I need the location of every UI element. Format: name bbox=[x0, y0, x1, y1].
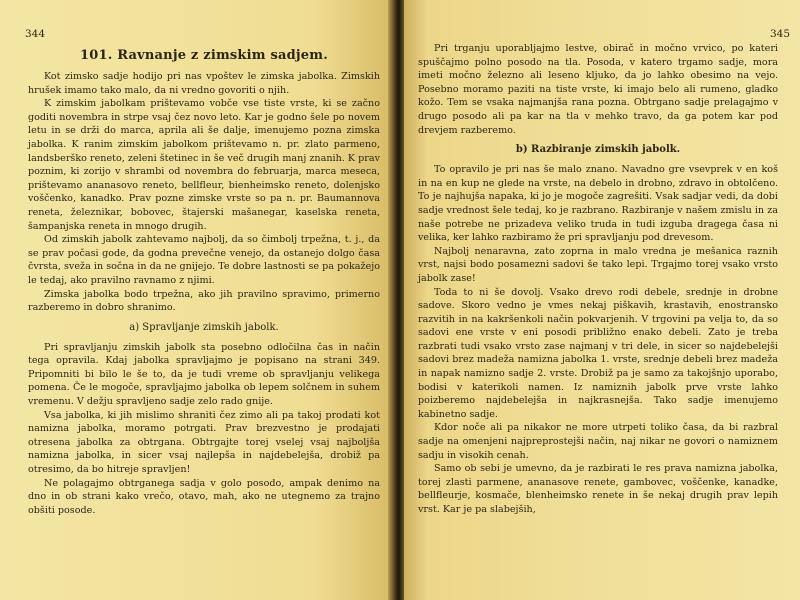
paragraph: Pri spravljanju zimskih jabolk sta posebno odločilna čas in način tega opravila. Kdaj jabolka spravljajmo je popisano na strani 349. Pripomniti bi bilo le še to, da je tudi vreme ob spravljanju velikega pomena. Če le mogoče, spravljajmo jabolka ob lepem solčnem in suhem vremenu. V dežju spravljeno sadje zelo rado gnije. bbox=[28, 341, 380, 408]
right-page bbox=[404, 0, 800, 600]
paragraph: Vsa jabolka, ki jih mislimo shraniti čez zimo ali pa takoj prodati kot namizna jabolka, moramo potrgati. Prav brezvestno je prodajati otresena jabolka za obtrgana. Obtrgajte torej vselej vsaj najboljša namizna jabolka, in sicer vsaj najlepša in najdebelejša, drobiž pa otresimo, da bo hitreje spravljen! bbox=[28, 409, 380, 476]
paragraph: Pri trganju uporabljajmo lestve, obirač in močno vrvico, po kateri spuščajmo polno posodo na tla. Posoda, v katero trgamo sadje, mora imeti močno železno ali leseno kljuko, da jo lahko obesimo na vejo. Posebno moramo paziti na tiste vrste, ki imajo belo ali rumeno, gladko kožo. Tem se vsaka najmanjša rana pozna. Obtrgano sadje prelagajmo v drugo posodo ali pa kar na tla v mehko travo, da ga potem kar pod drevjem razberemo. bbox=[418, 43, 778, 136]
paragraph: Kot zimsko sadje hodijo pri nas vpoštev le zimska jabolka. Zimskih hrušek imamo tako malo, da ni vredno govoriti o njih. bbox=[28, 71, 380, 96]
left-page bbox=[0, 0, 392, 600]
paragraph: To opravilo je pri nas še malo znano. Navadno gre vsevprek v en koš in na en kup ne glede na vrste, na debelo in drobno, zdravo in obtolčeno. To je najhujša napaka, ki jo je mogoče zagrešiti. Vsak sadjar vedi, da dobi sadje vrednost šele tedaj, ko je razbrano. Razbiranje v našem zmislu in za naše potrebe ne prizadeva veliko truda in tudi izguba dragega časa ni velika, ker lahko razbiramo že pri spravljanju pod drevesom. bbox=[418, 164, 778, 244]
chapter-title: 101. Ravnanje z zimskim sadjem. bbox=[80, 48, 328, 63]
paragraph: K zimskim jabolkam prištevamo vobče vse tiste vrste, ki se začno goditi novembra in strpe vsaj čez novo leto. Kar je godno šele po novem letu in se drži do marca, aprila ali še dalje, imenujemo pozna zimska jabolka. K ranim zimskim jabolkom prištevamo n. pr. zlato parmeno, landsberško reneto, zeleni štetinec in še več drugih manj znanih. K prav poznim, ki zorijo v shrambi od novembra do februarja, marca meseca, prištevamo ananasovo reneto, bellfleur, bienheimsko reneto, dolenjsko voščenko, kanadko. Prav pozne zimske vrste so pa n. pr. Baumannova reneta, železnikar, bobovec, štajerski mašanegar, kaselska reneta, šampanjska reneta in mnogo drugih. bbox=[28, 98, 380, 232]
left-page-text bbox=[28, 48, 380, 517]
paragraph: Od zimskih jabolk zahtevamo najbolj, da so čimbolj trpežna, t. j., da se prav počasi gode, da godna prevečne venejo, da ostanejo dolgo časa čvrsta, sveža in sočna in da ne gnijejo. Te dobre lastnosti se pa pokažejo le tedaj, ako pravilno ravnamo z njimi. bbox=[28, 234, 380, 286]
paragraph: Toda to ni še dovolj. Vsako drevo rodi debele, srednje in drobne sadove. Skoro vedno je vmes nekaj piškavih, krastavih, enostransko razvitih in na kakršenkoli način pokvarjenih. V trgovini pa velja to, da so sadovi ene vrste v eni posodi približno enako debeli. Zato je treba razbrati tudi vsako vrsto zase najmanj v tri dele, in sicer so najdebelejši sadovi brez madeža namizna jabolka 1. vrste, srednje debeli brez madeža in napak namizno sadje 2. vrste. Drobiž pa je samo za takojšnjo uporabo, bodisi v katerikoli namen. Iz namiznih jabolk prve vrste lahko poizberemo najdebelejša in najkrasnejša. Tako sadje imenujemo kabinetno sadje. bbox=[418, 286, 778, 420]
paragraph: Kdor noče ali pa nikakor ne more utrpeti toliko časa, da bi razbral sadje na omenjeni najpreprostejši način, naj nikar ne govori o namiznem sadju in visokih cenah. bbox=[418, 422, 778, 461]
paragraph: Najbolj nenaravna, zato zoprna in malo vredna je mešanica raznih vrst, najsi bodo posamezni sadovi še tako lepi. Trgajmo torej vsako vrsto jabolk zase! bbox=[418, 245, 778, 284]
section-heading-b: b) Razbiranje zimskih jabolk. bbox=[515, 144, 681, 156]
right-page-text bbox=[418, 42, 778, 517]
left-page-number: 344 bbox=[25, 28, 46, 40]
right-page-number: 345 bbox=[769, 28, 790, 40]
section-heading-a: a) Spravljanje zimskih jabolk. bbox=[129, 321, 279, 333]
paragraph: Samo ob sebi je umevno, da je razbirati le res prava namizna jabolka, torej zlasti parmene, ananasove renete, gambovec, voščenke, kanadke, bellfleurje, kosmače, blenheimsko renete in še nekaj drugih prav lepih vrst. Kar je pa slabejših, bbox=[418, 463, 778, 515]
paragraph: Ne polagajmo obtrganega sadja v golo posodo, ampak denimo na dno in ob strani kako vrečo, otavo, mah, ako ne utegnemo za trajno obšiti posode. bbox=[28, 477, 380, 516]
paragraph: Zimska jabolka bodo trpežna, ako jih pravilno spravimo, primerno razberemo in dobro shranimo. bbox=[28, 288, 380, 314]
